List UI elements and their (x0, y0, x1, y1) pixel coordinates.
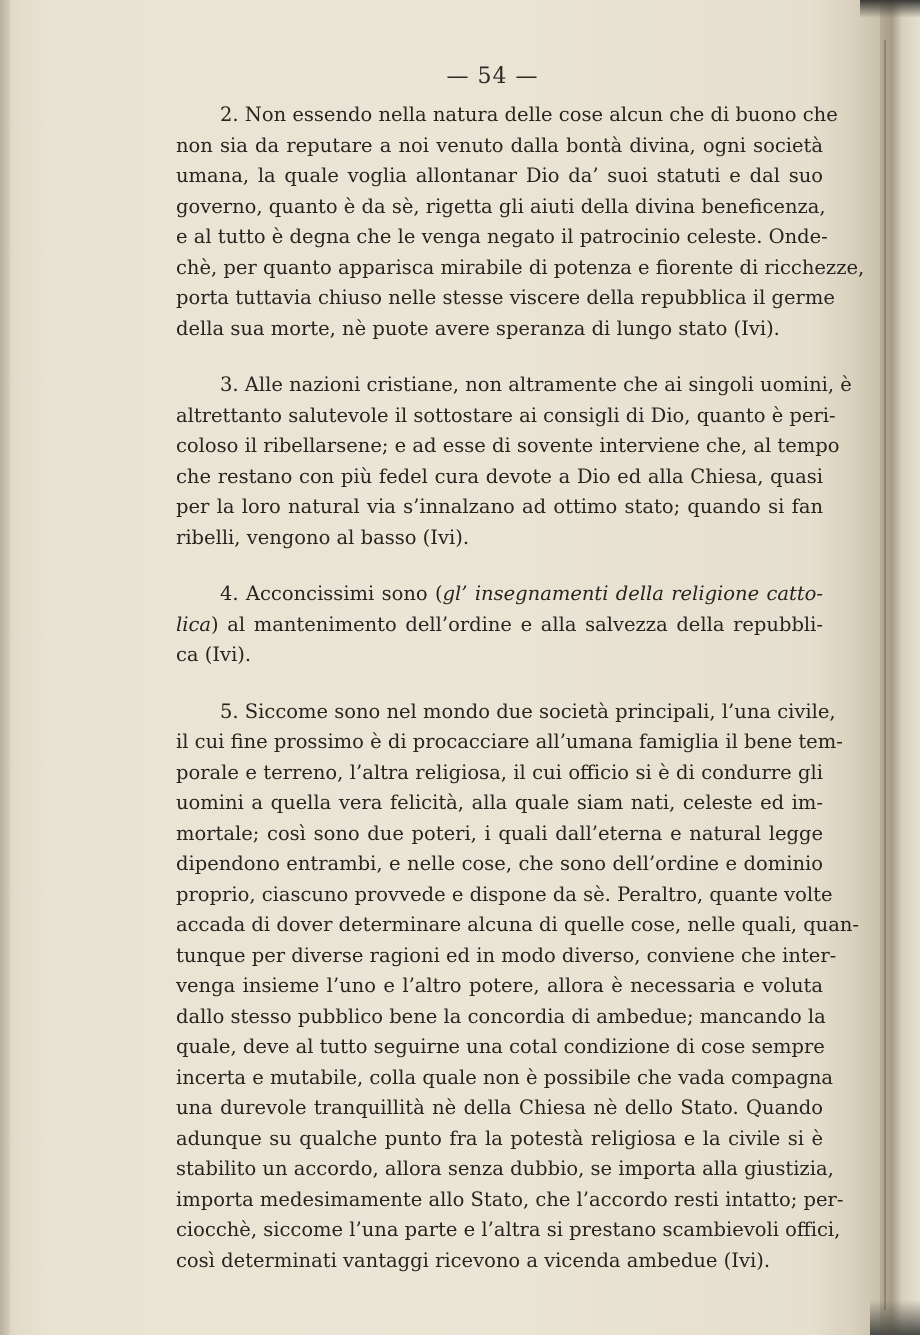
text-line: proprio, ciascuno provvede e dispone da sè. Peraltro, quante volte (176, 882, 833, 906)
text-line (176, 579, 823, 610)
paragraph-3 (176, 370, 852, 553)
text-line: venga insieme l’uno e l’altro potere, allora è necessaria e voluta (176, 974, 823, 997)
text-line: stabilito un accordo, allora senza dubbio, se importa alla giustizia, (176, 1157, 834, 1180)
text-line: 5. Siccome sono nel mondo due società principali, l’una civile, (220, 699, 836, 723)
paragraph-4 (176, 579, 823, 671)
text-line: ca (Ivi). (176, 643, 252, 666)
text-line: chè, per quanto apparisca mirabile di potenza e fiorente di ricchezze, (176, 255, 865, 279)
text-line: adunque su qualche punto fra la potestà religiosa e la civile si è (176, 1126, 823, 1150)
text-line: altrettanto salutevole il sottostare ai consigli di Dio, quanto è peri- (176, 403, 836, 427)
scan-corner-shadow-bottom (870, 1300, 920, 1335)
text-line: della sua morte, nè puote avere speranza di lungo stato (Ivi). (176, 316, 780, 340)
text-line: 2. Non essendo nella natura delle cose alcun che di buono che (220, 103, 838, 126)
text-line: governo, quanto è da sè, rigetta gli aiuti della divina beneficenza, (176, 194, 826, 218)
text-line: quale, deve al tutto seguirne una cotal condizione di cose sempre (176, 1035, 825, 1058)
spine-fold-line (884, 40, 886, 1310)
text-line: dallo stesso pubblico bene la concordia di ambedue; mancando la (176, 1004, 826, 1028)
text-line: così determinati vantaggi ricevono a vicenda ambedue (Ivi). (176, 1248, 771, 1272)
text-line: ciocchè, siccome l’una parte e l’altra si prestano scambievoli offici, (176, 1218, 841, 1241)
text-line: incerta e mutabile, colla quale non è possibile che vada compagna (176, 1065, 834, 1089)
text-line: porale e terreno, l’altra religiosa, il cui officio si è di condurre gli (176, 760, 823, 784)
text-line: non sia da reputare a noi venuto dalla bontà divina, ogni società (176, 133, 823, 157)
paragraph-5 (176, 697, 860, 1277)
text-line: umana, la quale voglia allontanar Dio da’ suoi statuti e dal suo (176, 164, 823, 187)
book-spine (880, 0, 920, 1335)
text-line: 3. Alle nazioni cristiane, non altramente che ai singoli uomini, è (220, 373, 852, 396)
text-line: porta tuttavia chiuso nelle stesse viscere della repubblica il germe (176, 286, 835, 309)
text-line: tunque per diverse ragioni ed in modo diverso, conviene che inter- (176, 943, 837, 967)
page-number: — 54 — (446, 64, 539, 89)
body-text (176, 100, 865, 1302)
text-line (176, 610, 823, 641)
italic-segment: gl’ insegnamenti della religione catto- (442, 582, 823, 605)
text-line: accada di dover determinare alcuna di quelle cose, nelle quali, quan- (176, 913, 860, 936)
scan-corner-shadow-top (860, 0, 920, 18)
text-segment: 4. Acconcissimi sono ( (220, 582, 443, 605)
text-line: coloso il ribellarsene; e ad esse di sovente interviene che, al tempo (176, 434, 840, 457)
text-line: mortale; così sono due poteri, i quali dall’eterna e natural legge (176, 821, 823, 845)
text-line: che restano con più fedel cura devote a Dio ed alla Chiesa, quasi (176, 464, 823, 488)
text-line: il cui fine prossimo è di procacciare all’umana famiglia il bene tem- (176, 730, 843, 753)
text-line: dipendono entrambi, e nelle cose, che sono dell’ordine e dominio (176, 852, 823, 875)
page-left-edge (0, 0, 10, 1335)
paragraph-2 (176, 100, 865, 344)
text-line: per la loro natural via s’innalzano ad ottimo stato; quando si fan (176, 495, 823, 518)
text-line: uomini a quella vera felicità, alla quale siam nati, celeste ed im- (176, 791, 823, 814)
text-segment: ) al mantenimento dell’ordine e alla salvezza della repubbli- (211, 612, 823, 636)
text-line: e al tutto è degna che le venga negato il patrocinio celeste. Onde- (176, 225, 828, 248)
text-line: una durevole tranquillità nè della Chiesa nè dello Stato. Quando (176, 1096, 823, 1119)
italic-segment: lica (176, 612, 212, 636)
text-line: ribelli, vengono al basso (Ivi). (176, 525, 470, 549)
text-line: importa medesimamente allo Stato, che l’accordo resti intatto; per- (176, 1187, 844, 1211)
